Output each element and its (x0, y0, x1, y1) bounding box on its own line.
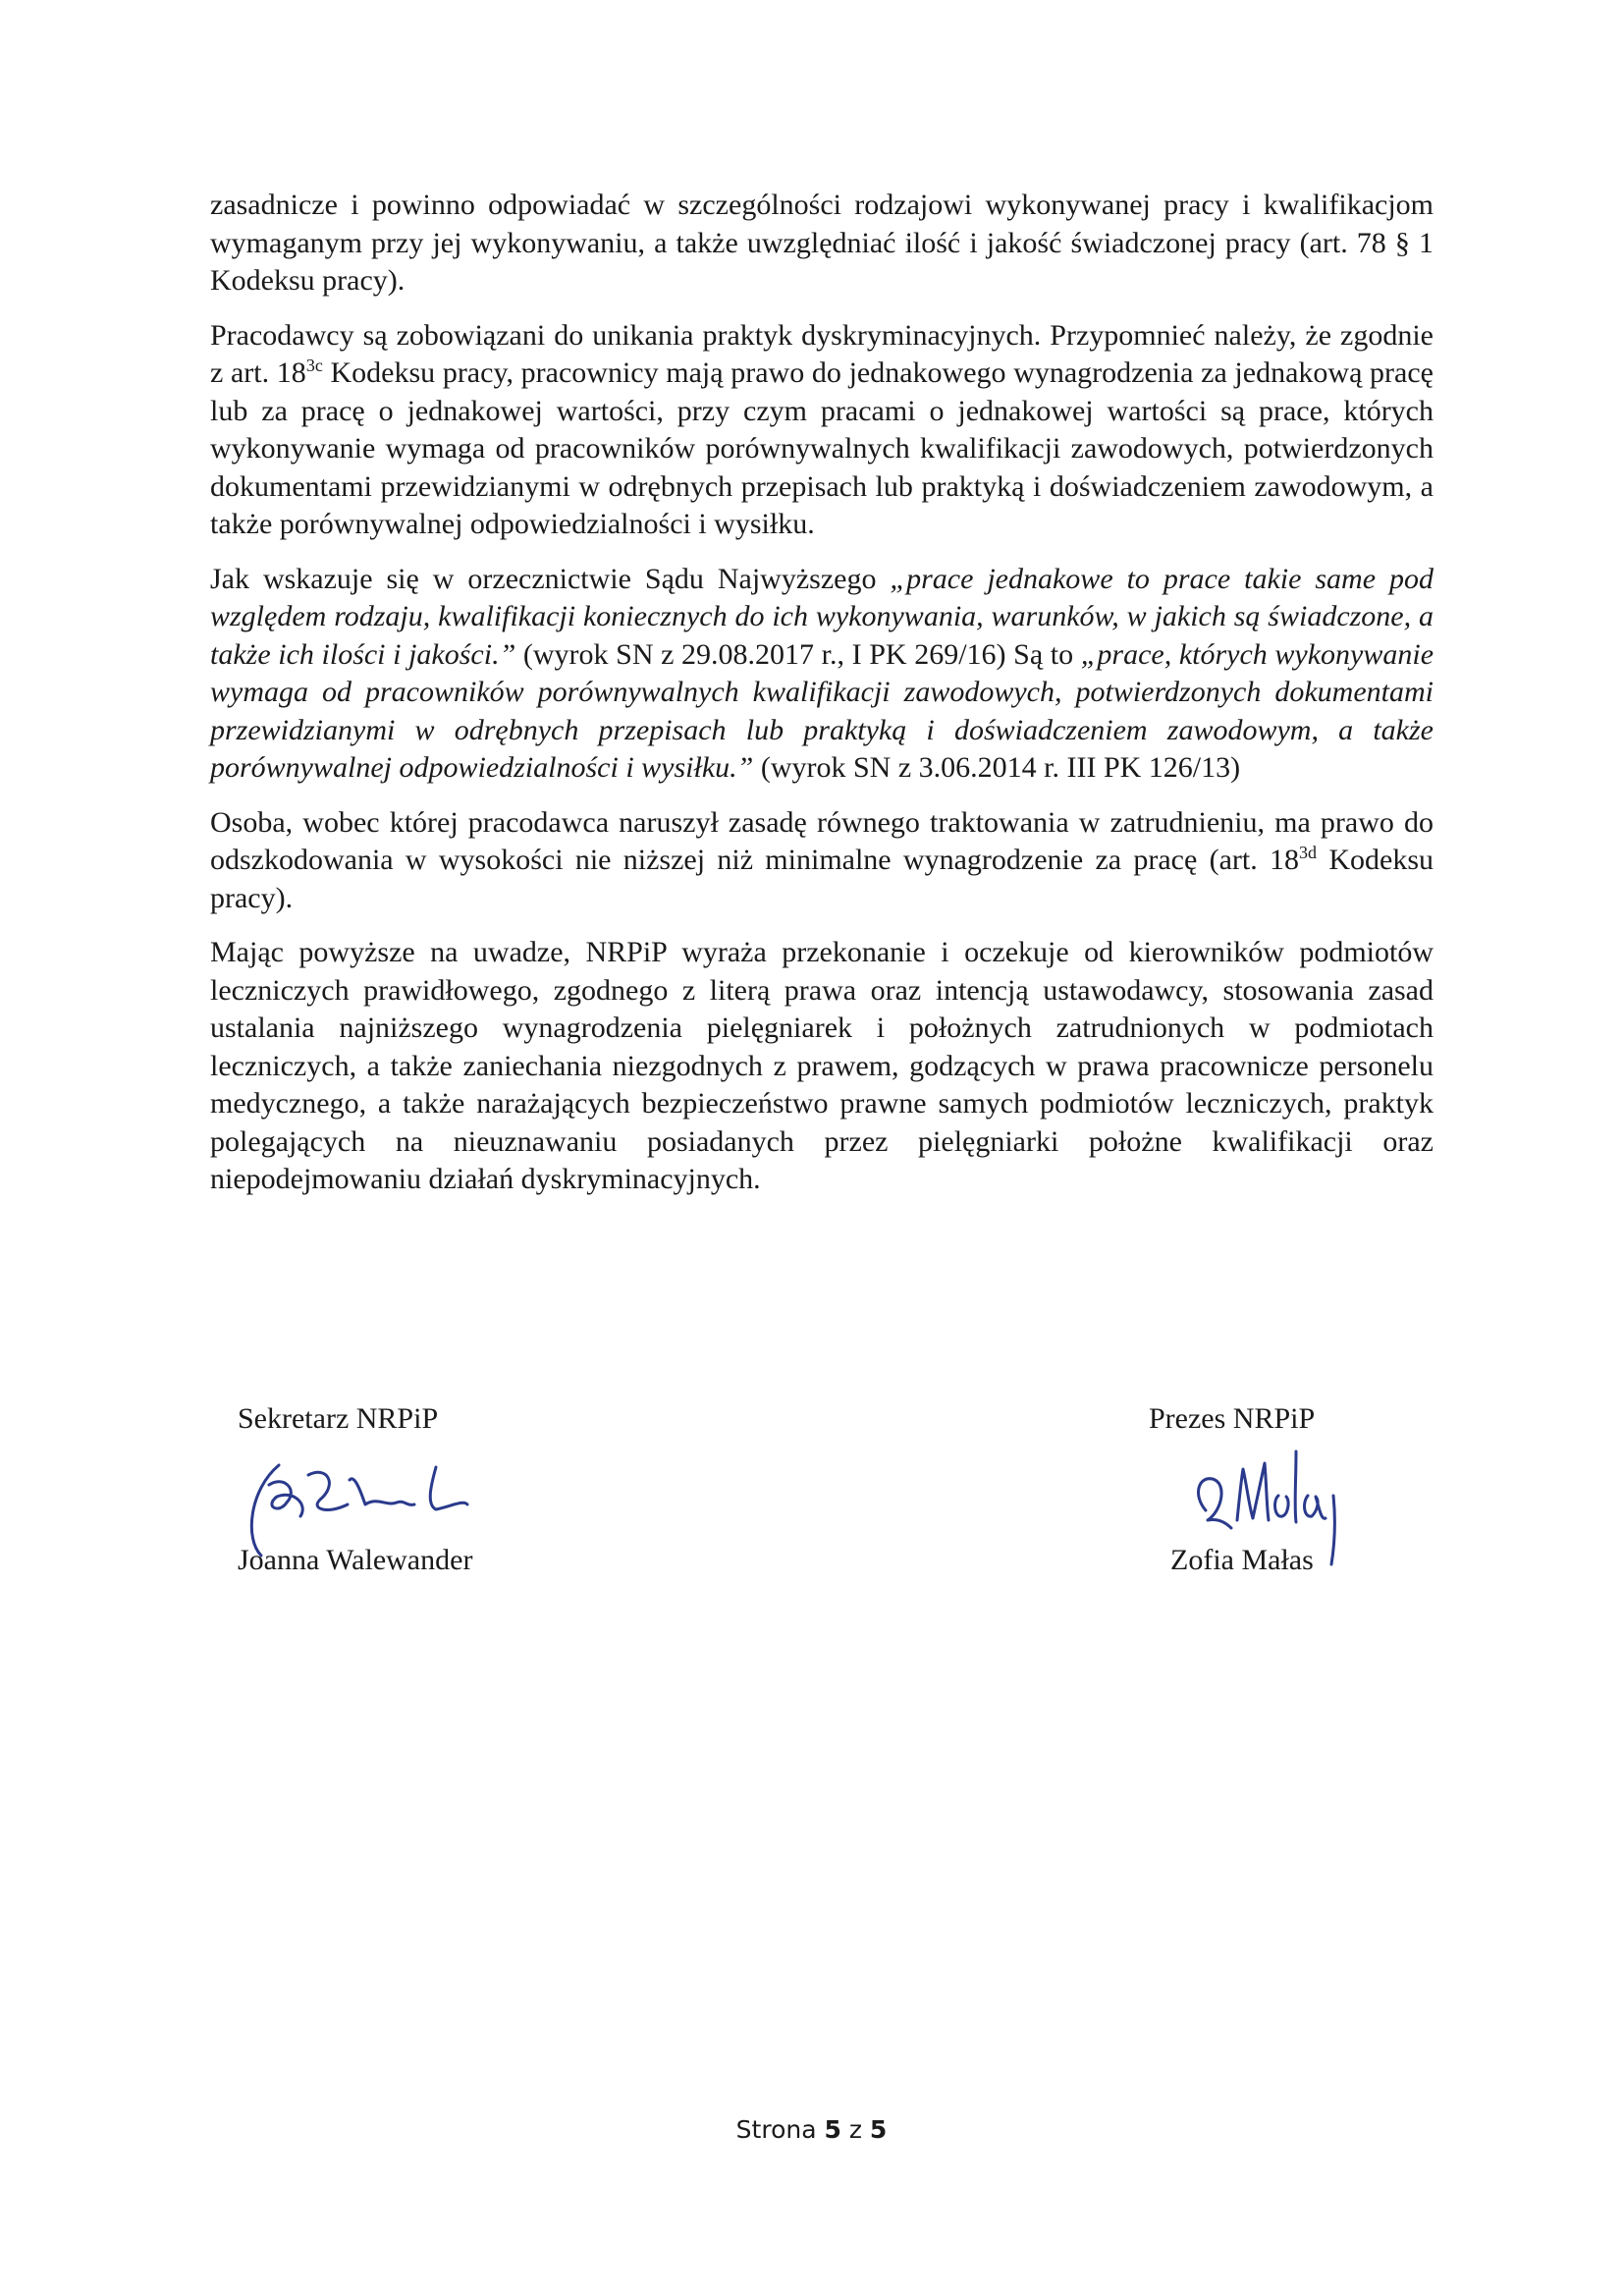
paragraph-conclusion: Mając powyższe na uwadze, NRPiP wyraża przekonanie i oczekuje od kierowników podmiotów leczniczych prawidłowego, zgodnego z literą prawa oraz intencją ustawodawcy, stosowania zasad ustalania najniższego wynagrodzenia pielęgniarek i położnych zatrudnionych w podmiotach leczniczych, a także zaniechania niezgodnych z prawem, godzących w prawa pracownicze personelu medycznego, a także narażających bezpieczeństwo prawne samych podmiotów leczniczych, praktyk polegających na nieuznawaniu posiadanych przez pielęgniarki położne kwalifikacji oraz niepodejmowaniu działań dyskryminacyjnych. (210, 936, 1434, 1195)
signature-role: Prezes NRPiP (1149, 1402, 1316, 1435)
signature-name: Zofia Małas (1170, 1544, 1314, 1576)
paragraph-remuneration-principles: zasadnicze i powinno odpowiadać w szczególności rodzajowi wykonywanej pracy i kwalifikacjom wymaganym przy jej wykonywaniu, a także uwzględniać ilość i jakość świadczonej pracy (art. 78 § 1 Kodeksu pracy). (210, 189, 1434, 297)
article-superscript: 3c (305, 355, 323, 375)
page-total: 5 (869, 2115, 888, 2144)
article-superscript: 3d (1299, 843, 1318, 862)
signature-block-secretary (238, 1402, 630, 1576)
signature-name: Joanna Walewander (238, 1544, 473, 1576)
paragraph-case-law: Jak wskazuje się w orzecznictwie Sądu Najwyższego „prace jednakowe to prace takie same pod względem rodzaju, kwalifikacji koniecznych do ich wykonywania, warunków, w jakich są świadczone, a także ich ilości i jakości.” (wyrok SN z 29.08.2017 r., I PK 269/16) Są to „prace, których wykonywanie wymaga od pracowników porównywalnych kwalifikacji zawodowych, potwierdzonych dokumentami przewidzianymi w odrębnych przepisach lub praktyką i doświadczeniem zawodowym, a także porównywalnej odpowiedzialności i wysiłku.” (wyrok SN z 3.06.2014 r. III PK 126/13) (210, 562, 1434, 784)
document-body (210, 187, 1434, 1216)
page-current: 5 (824, 2115, 841, 2144)
page-number: Strona 5 z 5 (735, 2115, 888, 2144)
paragraph-compensation: Osoba, wobec której pracodawca naruszył zasadę równego traktowania w zatrudnieniu, ma prawo do odszkodowania w wysokości nie niższej niż minimalne wynagrodzenie za pracę (art. $18^{3d}$ Kodeksu pracy). (210, 805, 1434, 914)
paragraph-equal-pay: Pracodawcy są zobowiązani do unikania praktyk dyskryminacyjnych. Przypomnieć należy, że zgodnie z art. $18^{3c}$ Kodeksu pracy, pracownicy mają prawo do jednakowego wynagrodzenia za jednakową pracę lub za pracę o jednakowej wartości, przy czym pracami o jednakowej wartości są prace, których wykonywanie wymaga od pracowników porównywalnych kwalifikacji zawodowych, potwierdzonych dokumentami przewidzianymi w odrębnych przepisach lub praktyką i doświadczeniem zawodowym, a także porównywalnej odpowiedzialności i wysiłku. (210, 318, 1434, 540)
signature-block-president (1149, 1402, 1443, 1576)
signature-role: Sekretarz NRPiP (238, 1402, 439, 1435)
case-law-quote-1: „prace jednakowe to prace takie same pod względem rodzaju, kwalifikacji koniecznych do ich wykonywania, warunków, w jakich są świadczone, a także ich ilości i jakości.” (210, 562, 1434, 671)
case-law-quote-2: „prace, których wykonywanie wymaga od pracowników porównywalnych kwalifikacji zawodowych, potwierdzonych dokumentami przewidzianymi w odrębnych przepisach lub praktyką i doświadczeniem zawodowym, a także porównywalnej odpowiedzialności i wysiłku.” (210, 637, 1434, 784)
